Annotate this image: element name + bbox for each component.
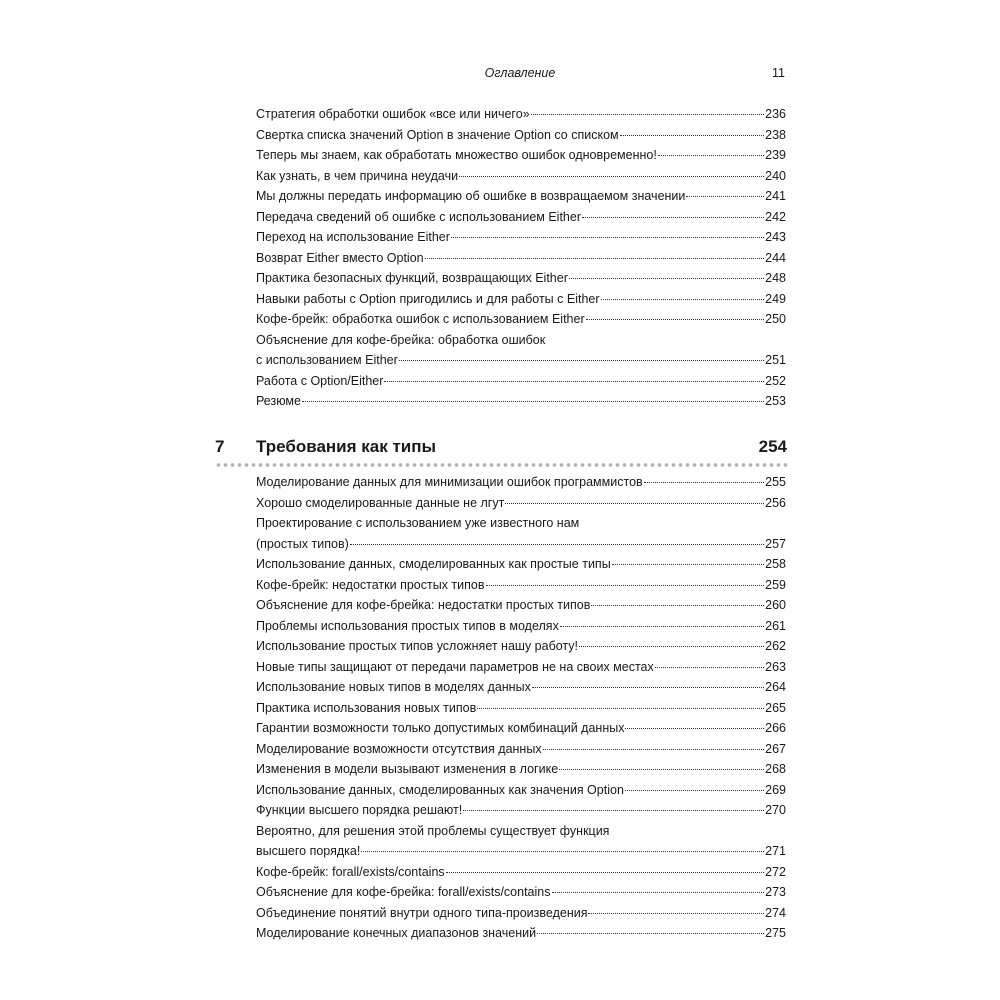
toc-entry-title: Теперь мы знаем, как обработать множество ошибок одновременно! xyxy=(256,148,657,162)
toc-entry[interactable] xyxy=(256,862,786,883)
toc-entry-page: 270 xyxy=(765,803,786,817)
dot-leader xyxy=(486,585,765,586)
toc-entry-line xyxy=(256,862,786,883)
toc-entry-line xyxy=(256,104,786,125)
toc-entry[interactable] xyxy=(256,104,786,125)
dot-leader xyxy=(612,564,764,565)
toc-entry[interactable] xyxy=(256,472,786,493)
dot-leader xyxy=(559,769,764,770)
toc-entry-page: 268 xyxy=(765,762,786,776)
dot-leader xyxy=(588,913,764,914)
toc-entry[interactable] xyxy=(256,268,786,289)
toc-entry-page: 265 xyxy=(765,700,786,715)
dot-leader xyxy=(591,605,764,606)
toc-entry-page: 262 xyxy=(765,639,786,653)
toc-entry-title: Кофе-брейк: forall/exists/contains xyxy=(256,864,445,879)
toc-entry-page: 257 xyxy=(765,536,786,551)
toc-entry[interactable] xyxy=(256,903,786,924)
toc-entry[interactable] xyxy=(256,309,786,330)
toc-entry-page: 275 xyxy=(765,926,786,940)
toc-entry-title: Гарантии возможности только допустимых комбинаций данных xyxy=(256,721,625,735)
toc-entry-line xyxy=(256,780,786,801)
dot-leader xyxy=(686,196,764,197)
dot-leader xyxy=(505,503,764,504)
toc-entry-page: 269 xyxy=(765,782,786,797)
toc-entry-title: Новые типы защищают от передачи параметров не на своих местах xyxy=(256,659,654,674)
toc-entry-title: высшего порядка! xyxy=(256,844,361,858)
toc-entry-page: 250 xyxy=(765,312,786,326)
dot-leader xyxy=(477,708,764,709)
toc-entry-line xyxy=(256,821,786,842)
toc-entry-line xyxy=(256,472,786,493)
toc-entry-title: Навыки работы с Option пригодились и для работы с Either xyxy=(256,291,600,306)
toc-entry[interactable] xyxy=(256,289,786,310)
toc-entry-page: 259 xyxy=(765,577,786,592)
dot-leader xyxy=(384,381,764,382)
toc-entry-line xyxy=(256,575,786,596)
toc-entry-title: Изменения в модели вызывают изменения в логике xyxy=(256,762,559,776)
toc-entry-title: с использованием Either xyxy=(256,353,398,367)
toc-entry-title: Возврат Either вместо Option xyxy=(256,250,424,265)
dot-leader xyxy=(586,319,765,320)
toc-entry-line xyxy=(256,698,786,719)
toc-entry-title: Объяснение для кофе-брейка: обработка ошибок xyxy=(256,332,546,347)
toc-entry-title: Проблемы использования простых типов в моделях xyxy=(256,618,559,633)
toc-entry-title: Практика использования новых типов xyxy=(256,700,477,715)
toc-entry-line xyxy=(256,125,786,146)
toc-entry-line xyxy=(256,616,786,637)
toc-entry-title: (простых типов) xyxy=(256,536,349,551)
toc-entry-line xyxy=(256,903,786,924)
toc-entry-page: 274 xyxy=(765,905,786,920)
toc-entry-line xyxy=(256,289,786,310)
chapter-title: Требования как типы xyxy=(256,437,437,456)
dot-leader xyxy=(543,749,765,750)
toc-entry-page: 272 xyxy=(765,864,786,879)
toc-entry[interactable] xyxy=(256,207,786,228)
chapter-heading[interactable] xyxy=(215,434,787,460)
dot-leader xyxy=(531,114,765,115)
toc-entry-title: Функции высшего порядка решают! xyxy=(256,803,463,817)
toc-entry[interactable] xyxy=(256,923,786,944)
toc-entry[interactable] xyxy=(256,227,786,248)
toc-entry-title: Использование новых типов в моделях данных xyxy=(256,680,531,694)
toc-entry-page: 260 xyxy=(765,598,786,612)
toc-entry[interactable] xyxy=(256,616,786,637)
toc-entry-page: 255 xyxy=(765,475,786,489)
toc-entry-title: Использование простых типов усложняет нашу работу! xyxy=(256,639,578,653)
toc-entry-page: 243 xyxy=(765,230,786,244)
toc-entry[interactable] xyxy=(256,800,786,821)
toc-entry-page: 266 xyxy=(765,721,786,735)
toc-entry-line xyxy=(256,350,786,371)
toc-entry-line xyxy=(256,248,786,269)
toc-entry-page: 240 xyxy=(765,168,786,183)
toc-entry-page: 239 xyxy=(765,148,786,162)
dot-leader xyxy=(620,135,765,136)
dot-leader xyxy=(644,482,764,483)
toc-entry-page: 236 xyxy=(765,107,786,121)
toc-entry[interactable] xyxy=(256,125,786,146)
toc-entry[interactable] xyxy=(256,575,786,596)
dot-leader xyxy=(560,626,764,627)
toc-entry[interactable] xyxy=(256,166,786,187)
toc-list-continued xyxy=(256,104,786,412)
page-number: 11 xyxy=(772,66,785,80)
toc-entry[interactable] xyxy=(256,513,786,554)
dot-leader xyxy=(459,176,764,177)
toc-entry-title: Моделирование возможности отсутствия данных xyxy=(256,741,542,756)
toc-entry[interactable] xyxy=(256,759,786,780)
toc-entry-page: 271 xyxy=(765,844,786,858)
dot-leader xyxy=(601,299,765,300)
toc-entry-line xyxy=(256,841,786,862)
toc-entry-title: Как узнать, в чем причина неудачи xyxy=(256,168,459,183)
toc-entry-title: Работа с Option/Either xyxy=(256,373,384,388)
toc-entry-title: Стратегия обработки ошибок «все или ничего» xyxy=(256,107,530,121)
toc-entry-page: 238 xyxy=(765,127,786,142)
toc-entry-page: 251 xyxy=(765,353,786,367)
chapter-page: 254 xyxy=(758,437,787,456)
running-title: Оглавление xyxy=(484,66,556,80)
toc-entry-page: 248 xyxy=(765,271,786,285)
chapter-number: 7 xyxy=(215,437,225,456)
toc-entry-line xyxy=(256,923,786,944)
toc-entry-page: 252 xyxy=(765,373,786,388)
toc-entry-title: Объяснение для кофе-брейка: недостатки простых типов xyxy=(256,598,591,612)
dot-leader xyxy=(552,892,765,893)
toc-entry-title: Кофе-брейк: недостатки простых типов xyxy=(256,577,485,592)
dot-leader xyxy=(655,667,764,668)
toc-entry-line xyxy=(256,330,786,351)
dot-leader xyxy=(399,360,764,361)
dot-leader xyxy=(582,217,764,218)
toc-entry-title: Объяснение для кофе-брейка: forall/exists/contains xyxy=(256,885,551,899)
toc-entry[interactable] xyxy=(256,636,786,657)
toc-entry[interactable] xyxy=(256,821,786,862)
toc-entry-title: Резюме xyxy=(256,394,301,408)
toc-entry-line xyxy=(256,595,786,616)
toc-entry-line xyxy=(256,759,786,780)
toc-entry-line xyxy=(256,882,786,903)
toc-entry-line xyxy=(256,657,786,678)
toc-entry-line xyxy=(256,227,786,248)
toc-entry-page: 263 xyxy=(765,659,786,674)
toc-entry-title: Переход на использование Either xyxy=(256,230,450,244)
toc-entry-line xyxy=(256,207,786,228)
toc-entry-page: 273 xyxy=(765,885,786,899)
toc-entry[interactable] xyxy=(256,780,786,801)
toc-entry[interactable] xyxy=(256,595,786,616)
dot-leader xyxy=(451,237,764,238)
toc-entry-line xyxy=(256,554,786,575)
toc-entry-page: 241 xyxy=(765,189,786,203)
toc-entry[interactable] xyxy=(256,657,786,678)
toc-entry[interactable] xyxy=(256,248,786,269)
dot-leader xyxy=(425,258,765,259)
dot-leader xyxy=(579,646,764,647)
toc-entry-page: 267 xyxy=(765,741,786,756)
dot-leader xyxy=(361,851,764,852)
toc-entry-line xyxy=(256,800,786,821)
toc-entry-line xyxy=(256,636,786,657)
dot-leader xyxy=(537,933,764,934)
toc-entry-title: Проектирование с использованием уже известного нам xyxy=(256,516,580,530)
toc-entry-title: Моделирование конечных диапазонов значений xyxy=(256,926,537,940)
dot-leader xyxy=(463,810,764,811)
toc-entry-title: Практика безопасных функций, возвращающих Either xyxy=(256,271,568,285)
toc-entry[interactable] xyxy=(256,371,786,392)
toc-entry-title: Моделирование данных для минимизации ошибок программистов xyxy=(256,475,643,489)
toc-entry-line xyxy=(256,513,786,534)
toc-entry-page: 261 xyxy=(765,618,786,633)
dot-leader xyxy=(446,872,764,873)
toc-entry-title: Вероятно, для решения этой проблемы существует функция xyxy=(256,823,610,838)
toc-entry-title: Использование данных, смоделированных как простые типы xyxy=(256,557,611,571)
toc-entry[interactable] xyxy=(256,554,786,575)
toc-entry-page: 244 xyxy=(765,250,786,265)
toc-entry-page: 253 xyxy=(765,394,786,408)
toc-entry[interactable] xyxy=(256,391,786,412)
toc-entry-line xyxy=(256,534,786,555)
toc-entry-line xyxy=(256,166,786,187)
toc-entry[interactable] xyxy=(256,186,786,207)
toc-entry-line xyxy=(256,739,786,760)
toc-entry[interactable] xyxy=(256,330,786,371)
toc-entry-page: 249 xyxy=(765,291,786,306)
toc-entry-line xyxy=(256,309,786,330)
chapter-dotted-rule xyxy=(215,463,787,467)
toc-list-chapter xyxy=(256,472,786,944)
toc-entry-line xyxy=(256,391,786,412)
toc-entry[interactable] xyxy=(256,739,786,760)
toc-entry[interactable] xyxy=(256,493,786,514)
toc-entry[interactable] xyxy=(256,677,786,698)
toc-entry-page: 242 xyxy=(765,209,786,224)
toc-entry[interactable] xyxy=(256,718,786,739)
toc-entry-line xyxy=(256,677,786,698)
toc-entry-title: Свертка списка значений Option в значение Option со списком xyxy=(256,127,619,142)
toc-entry-page: 264 xyxy=(765,680,786,694)
toc-entry-page: 258 xyxy=(765,557,786,571)
toc-entry[interactable] xyxy=(256,145,786,166)
toc-entry-line xyxy=(256,186,786,207)
toc-entry[interactable] xyxy=(256,698,786,719)
dot-leader xyxy=(625,728,764,729)
dot-leader xyxy=(532,687,764,688)
toc-entry-line xyxy=(256,493,786,514)
dot-leader xyxy=(302,401,764,402)
toc-entry-title: Использование данных, смоделированных как значения Option xyxy=(256,782,624,797)
toc-entry-title: Кофе-брейк: обработка ошибок с использованием Either xyxy=(256,312,585,326)
dot-leader xyxy=(658,155,764,156)
dot-leader xyxy=(625,790,764,791)
toc-entry-line xyxy=(256,371,786,392)
dot-leader xyxy=(350,544,764,545)
toc-entry-line xyxy=(256,718,786,739)
toc-entry-title: Объединение понятий внутри одного типа-произведения xyxy=(256,905,588,920)
dot-leader xyxy=(569,278,764,279)
running-header xyxy=(255,64,785,82)
toc-entry-title: Хорошо смоделированные данные не лгут xyxy=(256,495,505,510)
toc-entry-title: Передача сведений об ошибке с использованием Either xyxy=(256,209,581,224)
toc-entry-line xyxy=(256,145,786,166)
toc-entry[interactable] xyxy=(256,882,786,903)
toc-entry-title: Мы должны передать информацию об ошибке в возвращаемом значении xyxy=(256,189,686,203)
toc-entry-line xyxy=(256,268,786,289)
toc-entry-page: 256 xyxy=(765,495,786,510)
